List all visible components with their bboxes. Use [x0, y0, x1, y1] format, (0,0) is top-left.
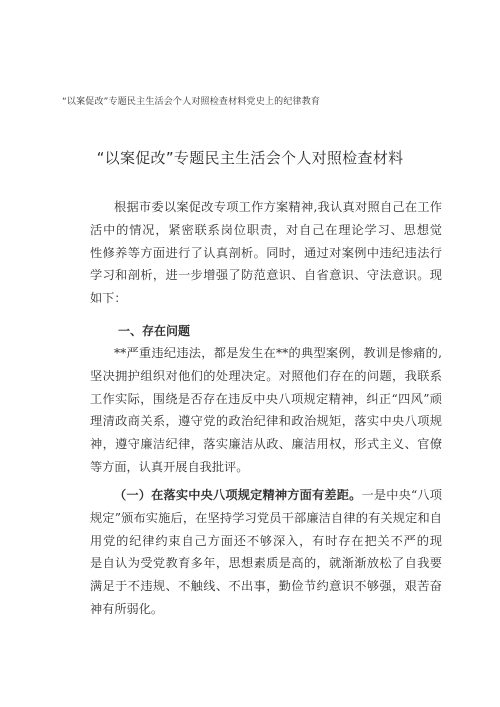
- subsection-line: 用党的纪律约束自己方面还不够深入，有时存在把关不严的现: [90, 533, 442, 548]
- subsection-line: 神有所弱化。: [90, 601, 164, 616]
- intro-line: 性修养等方面进行了认真剖析。同时，通过对案例中违纪违法行: [90, 245, 442, 260]
- subsection-heading: （一）在落实中央八项规定精神方面有差距。: [114, 488, 362, 502]
- intro-line: 如下：: [90, 291, 127, 306]
- issues-paragraph: [90, 342, 442, 479]
- section-heading-problems: 一、存在问题: [118, 324, 191, 338]
- issue-line: 等方面，认真开展自我批评。: [90, 459, 249, 474]
- subsection-line: 是自认为受党教育多年，思想素质是高的，就渐渐放松了自我要: [90, 556, 442, 571]
- intro-line: 学习和剖析，进一步增强了防范意识、自省意识、守法意识。现: [90, 268, 442, 283]
- issue-line: 理清政商关系，遵守党的政治纪律和政治规矩，落实中央八项规: [90, 414, 442, 429]
- issue-line: 坚决拥护组织对他们的处理决定。对照他们存在的问题，我联系: [90, 368, 442, 383]
- intro-paragraph: [90, 196, 442, 310]
- subsection-line: 规定”颁布实施后，在坚持学习党员干部廉洁自律的有关规定和自: [90, 510, 442, 525]
- intro-line: 活中的情况，紧密联系岗位职责，对自己在理论学习、思想觉: [90, 222, 442, 237]
- intro-line: 根据市委以案促改专项工作方案精神,我认真对照自己在工作: [114, 200, 442, 214]
- issue-line: **严重违纪违法，都是发生在**的典型案例，教训是惨痛的,: [114, 346, 442, 360]
- subsection-first-line: [90, 484, 442, 507]
- running-header: “以案促改”专题民主生活会个人对照检查材料党史上的纪律教育: [62, 97, 321, 107]
- issue-line: 神，遵守廉洁纪律，落实廉洁从政、廉洁用权，形式主义、官僚: [90, 437, 442, 452]
- subsection-line: 满足于不违规、不触线、不出事，勤俭节约意识不够强，艰苦奋: [90, 579, 442, 594]
- issue-line: 工作实际，围绕是否存在违反中央八项规定精神，纠正“四风”顽: [90, 391, 442, 406]
- document-title: “以案促改”专题民主生活会个人对照检查材料: [96, 149, 404, 167]
- subsection-first-text: 一是中央“八项: [361, 488, 442, 502]
- subsection-paragraph: [90, 484, 442, 621]
